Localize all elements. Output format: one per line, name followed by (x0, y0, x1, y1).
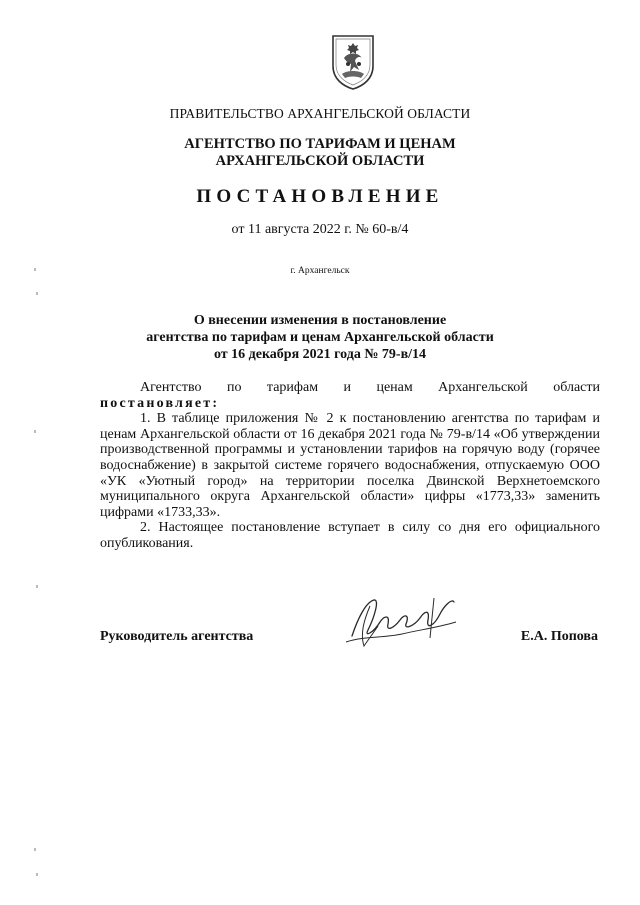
document-subject (0, 312, 640, 363)
body-item-2: 2. Настоящее постановление вступает в силу со дня его официального опубликования. (100, 520, 600, 551)
agency-name-line2: АРХАНГЕЛЬСКОЙ ОБЛАСТИ (215, 153, 425, 169)
margin-mark (36, 585, 38, 588)
handwritten-signature (344, 592, 464, 654)
coat-of-arms-icon (330, 34, 376, 90)
body-intro: Агентство по тарифам и ценам Архангельской области (140, 380, 600, 395)
margin-mark (36, 873, 38, 876)
margin-mark (34, 848, 36, 851)
agency-name-line1: АГЕНТСТВО ПО ТАРИФАМ И ЦЕНАМ (184, 136, 456, 152)
government-name: ПРАВИТЕЛЬСТВО АРХАНГЕЛЬСКОЙ ОБЛАСТИ (169, 106, 471, 121)
subject-line1: О внесении изменения в постановление (193, 313, 447, 328)
subject-line2: агентства по тарифам и ценам Архангельской области (146, 330, 494, 345)
document-type-title: ПОСТАНОВЛЕНИЕ (196, 186, 444, 207)
agency-name (0, 136, 640, 170)
subject-line3: от 16 декабря 2021 года № 79-в/14 (213, 347, 427, 362)
decree-word: постановляет: (100, 395, 220, 411)
margin-mark (34, 268, 36, 271)
signatory-name: Е.А. Попова (520, 629, 598, 644)
margin-mark (34, 430, 36, 433)
margin-mark (36, 292, 38, 295)
body-item-1: 1. В таблице приложения № 2 к постановлению агентства по тарифам и ценам Архангельской области от 16 декабря 2021 года № 79-в/14 «Об утверждении производственной программы и установлении тарифов на горячую воду (горячее водоснабжение) в закрытой системе горячего водоснабжения, отпускаемую ООО «УК «Уютный город» на территории поселка Двинской Верхнетоемского муниципального округа Архангельской области» цифры «1773,33» заменить цифрами «1733,33». (100, 411, 600, 520)
document-city: г. Архангельск (290, 266, 350, 276)
document-date-number: от 11 августа 2022 г. № 60-в/4 (231, 222, 409, 237)
signatory-position: Руководитель агентства (100, 629, 254, 644)
document-body (100, 380, 600, 552)
